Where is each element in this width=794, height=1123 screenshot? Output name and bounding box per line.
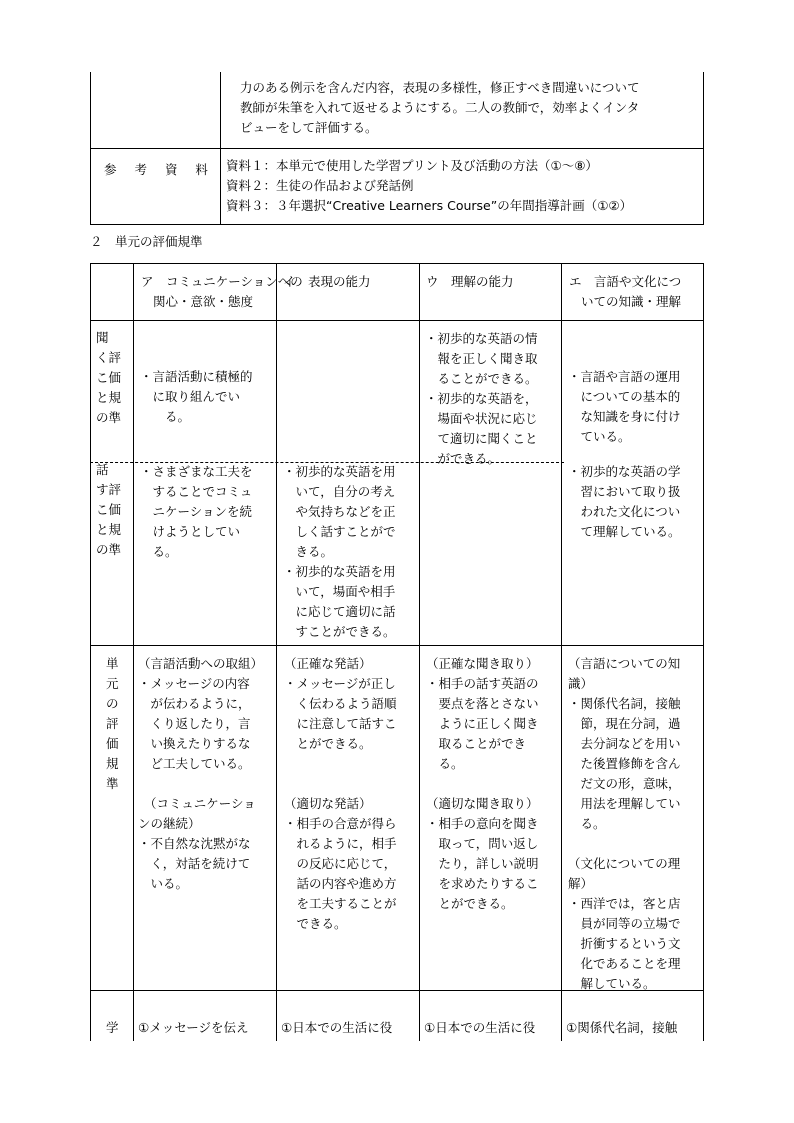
header-a: ア コミュニケーションへの 関心・意欲・態度 (141, 274, 303, 309)
listening-cell-u: ・初歩的な英語の情 報を正しく聞き取 ることができる。 ・初歩的な英語を， 場面や状況に応じ て適切に聞くこと ができる。 (425, 331, 538, 466)
speaking-cell-i: ・初歩的な英語を用 いて，自分の考え や気持ちなどを正 しく話すことがで きる。 ・初歩的な英語を用 いて，場面や相手 に応じて適切に話 すことができる。 (283, 464, 396, 639)
learning-cell-a: ①メッセージを伝え (138, 1020, 249, 1035)
eval-table-col-divider-a (276, 263, 277, 1041)
top-table-continued-text: 力のある例示を含んだ内容，表現の多様性，修正すべき間違いについて 教師が朱筆を入れて返せるようにする。二人の教師で，効率よくインタ ビューをして評価する。 (240, 80, 640, 135)
eval-table-header-divider (90, 320, 704, 321)
row-label-unit: 単 元 の 評 価 規 準 (106, 656, 119, 791)
reference-items (226, 156, 632, 216)
eval-table-label-divider (133, 263, 134, 1041)
header-e: エ 言語や文化につ いての知識・理解 (569, 274, 682, 309)
top-table-bottom-border (90, 224, 704, 225)
eval-table-right-border (703, 263, 704, 1041)
learning-cell-u: ①日本での生活に役 (424, 1020, 536, 1035)
listening-cell-e: ・言語や言語の運用 についての基本的 な知識を身に付け ている。 (568, 369, 681, 444)
reference-label: 参 考 資 料 (104, 162, 215, 177)
eval-table-left-border (90, 263, 91, 1041)
unit-cell-a: （言語活動への取組） ・メッセージの内容 が伝わるように， くり返したり，言 い換えたりするな ど工夫している。 （コミュニケーショ ンの継続） ・不自然な沈黙がな く，対話を続けて いる。 (138, 656, 264, 891)
section-heading: ２ 単元の評価規準 (90, 234, 203, 249)
listening-cell-a: ・言語活動に積極的 に取り組んでい る。 (140, 369, 253, 424)
speaking-cell-a: ・さまざまな工夫を することでコミュ ニケーションを続 けようとしてい る。 (140, 464, 253, 559)
reference-item: 資料２：生徒の作品および発話例 (226, 178, 414, 193)
eval-table-skill-row-divider (90, 645, 704, 646)
eval-table-col-divider-i (419, 263, 420, 1041)
reference-item: 資料３：３年選択“Creative Learners Course”の年間指導計画（①②） (226, 198, 633, 213)
reference-item: 資料１：本単元で使用した学習プリント及び活動の方法（①～⑧） (226, 158, 598, 173)
unit-cell-u: （正確な聞き取り） ・相手の話す英語の 要点を落とさない ように正しく聞き 取ることができ る。 （適切な聞き取り） ・相手の意向を聞き 取って，問い返し たり，詳しい説明 を求めたりするこ とができる。 (426, 656, 539, 911)
unit-cell-e: （言語についての知 識） ・関係代名詞，接触 節，現在分詞，過 去分詞などを用い た後置修飾を含ん だ文の形，意味， 用法を理解してい る。 （文化についての理 解） ・西洋では，客と店 員が同等の立場で 折衝するという文 化であることを理 解している。 (568, 656, 681, 991)
header-u: ウ 理解の能力 (426, 274, 514, 289)
row-label-learning: 学 (106, 1020, 119, 1035)
row-label-listening: 聞 く評 こ価 と規 の準 (96, 330, 122, 425)
top-table-row-divider (90, 148, 704, 149)
header-i: イ 表現の能力 (283, 274, 371, 289)
learning-cell-i: ①日本での生活に役 (281, 1020, 393, 1035)
eval-table-top-border (90, 263, 704, 264)
row-label-speaking: 話 す評 こ価 と規 の準 (96, 462, 122, 557)
learning-cell-e: ①関係代名詞，接触 (566, 1020, 678, 1035)
speaking-cell-e: ・初歩的な英語の学 習において取り扱 われた文化につい て理解している。 (568, 464, 681, 539)
unit-cell-i: （正確な発話） ・メッセージが正し く伝わるよう語順 に注意して話すこ とができる。 （適切な発話） ・相手の合意が得ら れるように，相手 の反応に応じて， 話の内容や進め方 を工夫することが できる。 (284, 656, 397, 931)
eval-table-col-divider-u (561, 263, 562, 1041)
